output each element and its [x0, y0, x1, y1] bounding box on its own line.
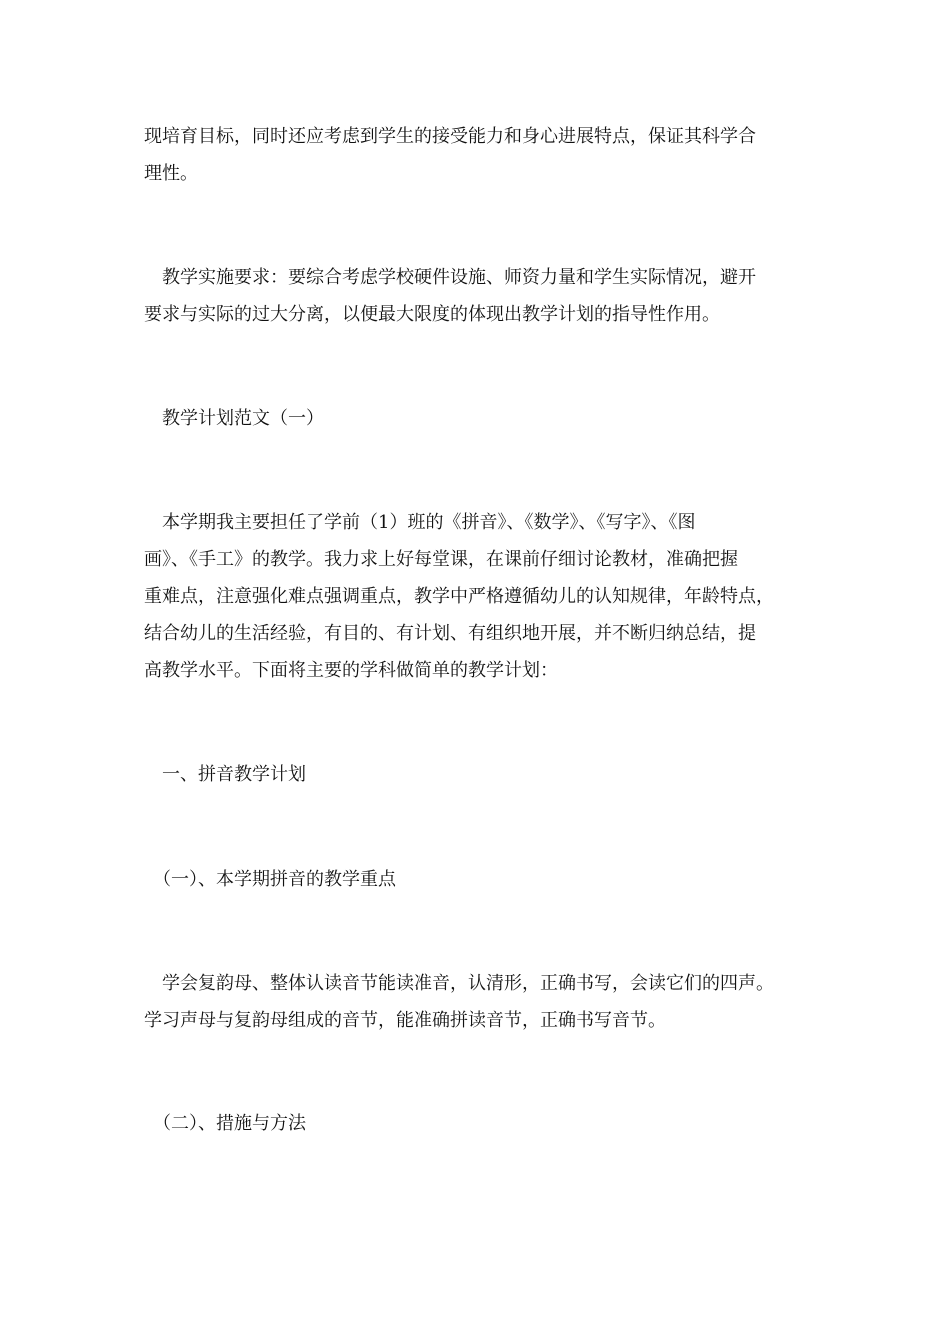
paragraph-semester-overview [144, 504, 810, 689]
text-line: 学习声母与复韵母组成的音节，能准确拼读音节，正确书写音节。 [144, 1010, 666, 1031]
text-line: 学会复韵母、整体认读音节能读准音，认清形，正确书写，会读它们的四声。 [144, 973, 774, 994]
text-line: 现培育目标，同时还应考虑到学生的接受能力和身心进展特点，保证其科学合 [144, 126, 756, 147]
text-line: 重难点，注意强化难点强调重点，教学中严格遵循幼儿的认知规律，年龄特点， [144, 586, 774, 607]
text-line: 结合幼儿的生活经验，有目的、有计划、有组织地开展，并不断归纳总结，提 [144, 623, 756, 644]
heading-pinyin-plan [144, 756, 810, 793]
paragraph-implementation-requirements [144, 259, 810, 333]
text-line: 画》、《手工》的教学。我力求上好每堂课，在课前仔细讨论教材，准确把握 [144, 549, 738, 570]
text-line: 一、拼音教学计划 [144, 764, 306, 785]
paragraph-pinyin-focus-content [144, 965, 810, 1039]
text-line: 理性。 [144, 163, 198, 184]
heading-measures-methods [144, 1105, 810, 1142]
text-line: 要求与实际的过大分离，以便最大限度的体现出教学计划的指导性作用。 [144, 304, 720, 325]
heading-sample-plan [144, 400, 810, 437]
text-line: （二）、措施与方法 [144, 1113, 306, 1134]
text-line: （一）、本学期拼音的教学重点 [144, 869, 396, 890]
text-line: 本学期我主要担任了学前（1）班的《拼音》、《数学》、《写字》、《图 [144, 512, 696, 533]
text-line: 教学计划范文（一） [144, 408, 324, 429]
heading-pinyin-focus [144, 861, 810, 898]
paragraph-cultivation-goal [144, 118, 810, 192]
text-line: 教学实施要求：要综合考虑学校硬件设施、师资力量和学生实际情况，避开 [144, 267, 756, 288]
text-line: 高教学水平。下面将主要的学科做简单的教学计划： [144, 660, 558, 681]
